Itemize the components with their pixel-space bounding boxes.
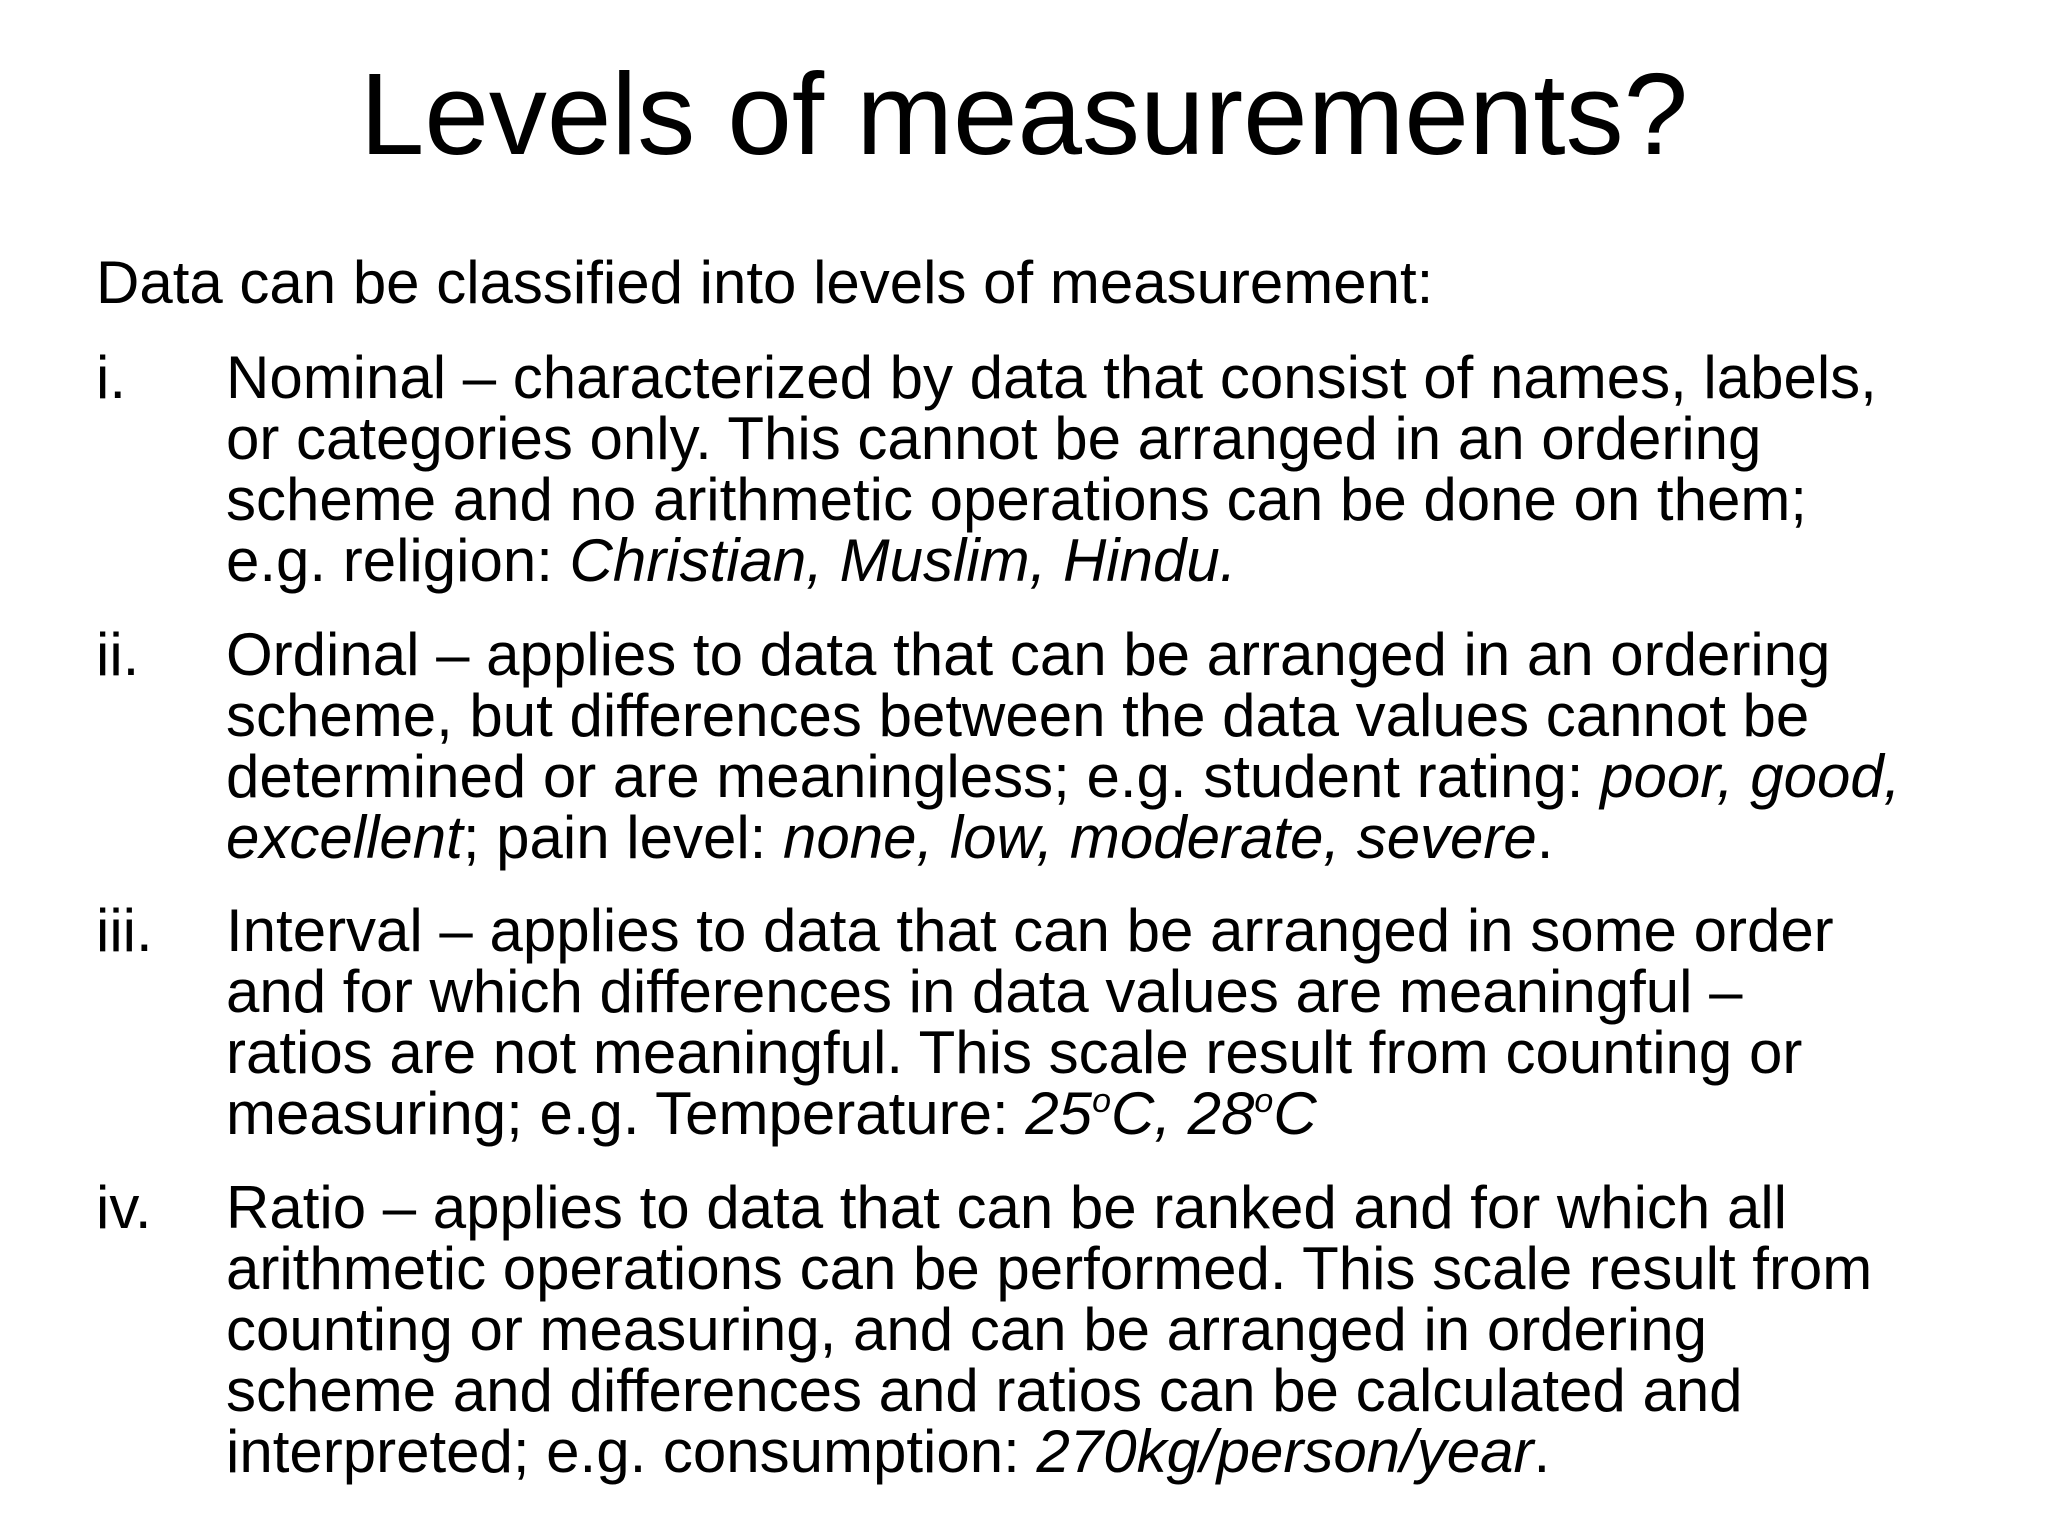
list-item-line: or categories only. This cannot be arranged in an ordering	[226, 405, 1762, 472]
list-item-line: ratios are not meaningful. This scale result from counting or	[226, 1019, 1803, 1086]
separator: ,	[1154, 1080, 1188, 1147]
example-values: 270kg/person/year	[1036, 1418, 1534, 1485]
list-numeral: i.	[96, 344, 126, 411]
example-prefix: interpreted; e.g. consumption:	[226, 1418, 1037, 1485]
list-numeral: iv.	[96, 1174, 152, 1241]
list-item-body	[226, 897, 2048, 1147]
temperature-number: 28	[1187, 1080, 1255, 1147]
list-item-line: scheme and differences and ratios can be calculated and	[226, 1357, 1743, 1424]
line-end: .	[1533, 1418, 1551, 1485]
temperature-number: 25	[1025, 1080, 1093, 1147]
example-values: Christian, Muslim, Hindu.	[569, 527, 1237, 594]
example-prefix: measuring; e.g. Temperature:	[226, 1080, 1026, 1147]
list-item-body	[226, 621, 2048, 871]
example-prefix: e.g. religion:	[226, 527, 570, 594]
list-item-line	[226, 527, 2048, 594]
degree-mark: o	[1092, 1082, 1111, 1120]
list-item-line	[226, 1080, 2048, 1147]
list-item-line	[226, 743, 2048, 810]
list-item-line: Ordinal – applies to data that can be arranged in an ordering	[226, 621, 1831, 688]
slide-title: Levels of measurements?	[359, 49, 1689, 179]
list-item-line: Ratio – applies to data that can be ranked and for which all	[226, 1174, 1787, 1241]
degree-mark: o	[1254, 1082, 1274, 1120]
list-item-line: and for which differences in data values are meaningful –	[226, 958, 1743, 1025]
list-item-line: counting or measuring, and can be arranged in ordering	[226, 1296, 1707, 1363]
list-item-line	[226, 804, 2048, 871]
list-item-body	[226, 1174, 2048, 1485]
example-prefix: determined or are meaningless; e.g. student rating:	[226, 743, 1601, 810]
temperature-value-1	[1025, 1080, 1316, 1147]
example-prefix: ; pain level:	[462, 804, 783, 871]
list-item-line: Nominal – characterized by data that consist of names, labels,	[226, 344, 1877, 411]
line-end: .	[1536, 804, 1554, 871]
list-item-line	[226, 1418, 2048, 1485]
example-values: none, low, moderate, severe	[783, 804, 1537, 871]
intro-text: Data can be classified into levels of measurement:	[96, 249, 1434, 316]
list-item-body	[226, 344, 2048, 594]
list-item-line: scheme and no arithmetic operations can be done on them;	[226, 466, 1807, 533]
temperature-unit: C	[1273, 1080, 1317, 1147]
example-values: excellent	[226, 804, 463, 871]
list-item-line: Interval – applies to data that can be arranged in some order	[226, 897, 1834, 964]
example-values: poor, good,	[1600, 743, 1901, 810]
list-numeral: iii.	[96, 897, 153, 964]
list-item-line: scheme, but differences between the data values cannot be	[226, 682, 1810, 749]
list-item-line: arithmetic operations can be performed. This scale result from	[226, 1235, 1873, 1302]
list-numeral: ii.	[96, 621, 140, 688]
temperature-unit: C	[1110, 1080, 1155, 1147]
